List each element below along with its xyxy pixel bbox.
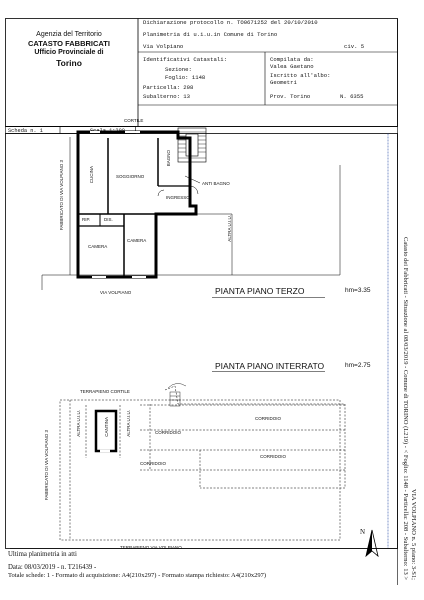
label-corridoio-4: CORRIDOIO bbox=[260, 454, 287, 459]
address: Via Volpiano bbox=[143, 43, 184, 50]
label-camera-right: CAMERA bbox=[127, 238, 147, 243]
label-bagno: BAGNO bbox=[166, 150, 171, 167]
label-fabbricato-3: FABBRICATO DI VIA VOLPIANO 3 bbox=[59, 160, 64, 231]
particella: Particella: 208 bbox=[143, 84, 194, 91]
footer-ultima: Ultima planimetria in atti bbox=[8, 551, 77, 558]
agency-name: Agenzia del Territorio bbox=[36, 31, 102, 38]
label-corridoio-3: CORRIDOIO bbox=[140, 461, 167, 466]
label-corridoio-1: CORRIDOIO bbox=[155, 430, 182, 435]
plan-title: Planimetria di u.i.u.in Comune di Torino bbox=[143, 31, 278, 38]
albo-value: Geometri bbox=[270, 79, 297, 86]
compiled-label: Compilata da: bbox=[270, 56, 314, 63]
label-terrapieno-via: TERRAPIENO VIA VOLPIANO bbox=[120, 545, 182, 550]
foglio: Foglio: 1148 bbox=[165, 74, 206, 81]
ident-label: Identificativi Catastali: bbox=[143, 56, 227, 63]
label-via-volpiano: VIA VOLPIANO bbox=[100, 290, 132, 295]
label-dis: DIS. bbox=[104, 217, 113, 222]
label-soggiorno: SOGGIORNO bbox=[116, 174, 145, 179]
label-cantina: CANTINA bbox=[104, 417, 109, 437]
subalterno: Subalterno: 13 bbox=[143, 93, 190, 100]
label-terrapieno-cortile: TERRAPIENO CORTILE bbox=[80, 389, 130, 394]
label-fabbricato-3-basement: FABBRICATO DI VIA VOLPIANO 3 bbox=[44, 430, 49, 501]
plan-basement-title: PIANTA PIANO INTERRATO bbox=[215, 361, 325, 371]
label-camera-left: CAMERA bbox=[88, 244, 108, 249]
office-label: Ufficio Provinciale di bbox=[34, 49, 104, 56]
albo-label: Iscritto all'albo: bbox=[270, 72, 331, 79]
registry-number: N. 6355 bbox=[340, 93, 364, 100]
label-rip: RIP. bbox=[82, 217, 91, 222]
label-altra-uiu-left: ALTRA U.I.U. bbox=[76, 410, 81, 437]
catasto-title: CATASTO FABBRICATI bbox=[28, 39, 110, 48]
label-cortile: CORTILE bbox=[124, 118, 144, 123]
footer-totale: Totale schede: 1 - Formato di acquisizione: A4(210x297) - Formato stampa richiesto: A4(210x297) bbox=[8, 572, 267, 579]
north-label: N bbox=[360, 528, 366, 536]
label-anti-bagno: ANTI BAGNO bbox=[202, 181, 230, 186]
province: Prov. Torino bbox=[270, 93, 311, 100]
label-corridoio-2: CORRIDOIO bbox=[255, 416, 282, 421]
plan-third-height: hm=3.35 bbox=[345, 287, 371, 294]
label-ingresso: INGRESSO bbox=[166, 195, 190, 200]
office-city: Torino bbox=[56, 58, 82, 68]
scheda-number: Scheda n. 1 bbox=[8, 127, 43, 134]
compiled-name: Valea Gaetano bbox=[270, 63, 314, 70]
side-note-line2: VIA VOLPIANO n. 5 piano: 3-S1; bbox=[410, 489, 417, 580]
label-cucina: CUCINA bbox=[89, 166, 94, 184]
side-note-line1: Catasto dei Fabbricati - Situazione al 08/03/2019 - Comune di TORINO (L219) - < Foglio: 1148 - Particella: 208 - Subalterno: 13 > bbox=[402, 237, 409, 580]
footer-data: Data: 08/03/2019 - n. T216439 - bbox=[8, 564, 97, 571]
scale: Scala 1:200 bbox=[90, 127, 125, 134]
plan-basement-height: hm=2.75 bbox=[345, 362, 371, 369]
label-altra-uiu: ALTRA U.I.U. bbox=[227, 215, 232, 242]
declaration-line: Dichiarazione protocollo n. TO0671252 del 20/10/2010 bbox=[143, 19, 318, 26]
sezione: Sezione: bbox=[165, 66, 192, 73]
civic-number: civ. 5 bbox=[344, 43, 365, 50]
label-altra-uiu-right: ALTRA U.I.U. bbox=[126, 410, 131, 437]
plan-third-title: PIANTA PIANO TERZO bbox=[215, 286, 305, 296]
